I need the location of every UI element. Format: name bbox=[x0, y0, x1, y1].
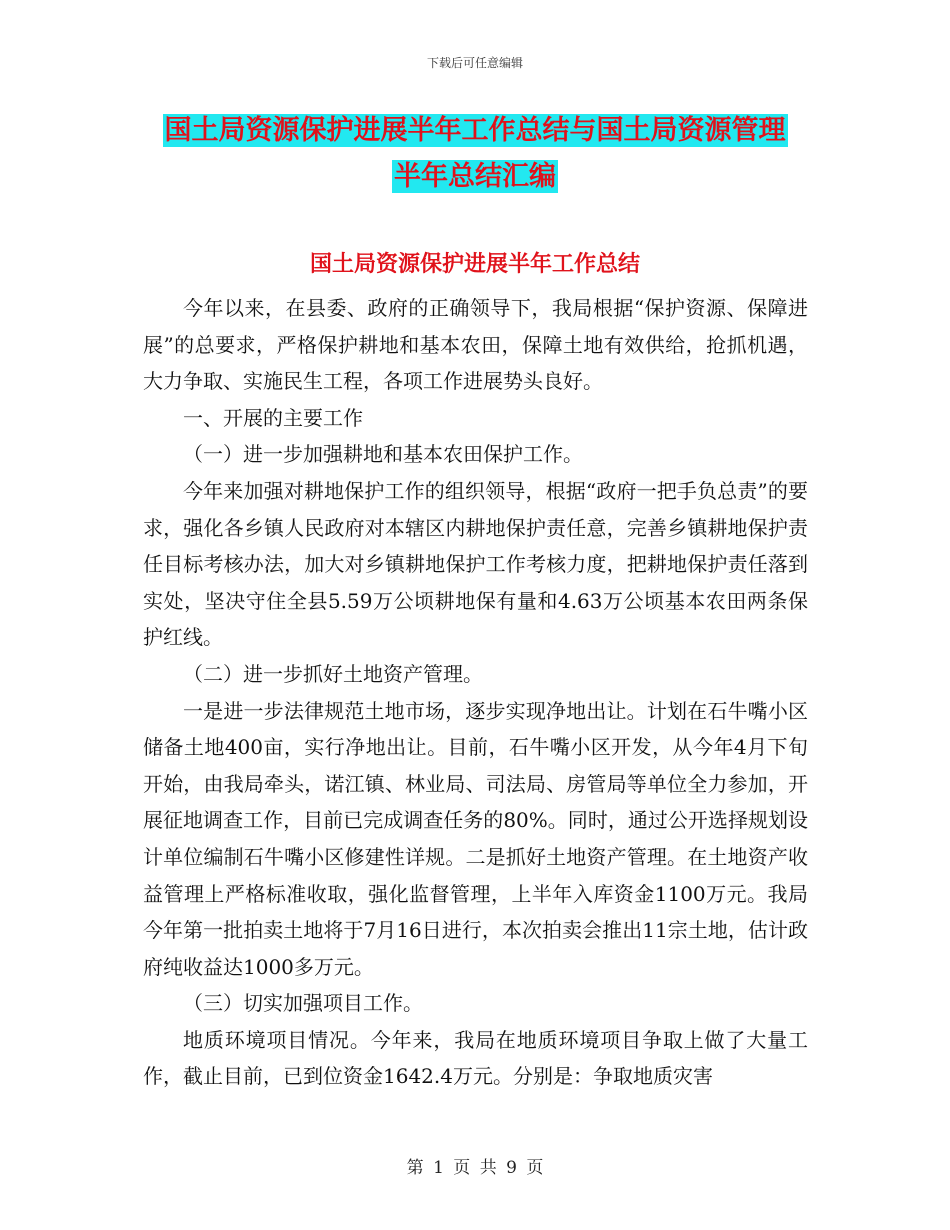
paragraph-project-work: 地质环境项目情况。今年来，我局在地质环境项目争取上做了大量工作，截止目前，已到位资金1642.4万元。分别是：争取地质灾害 bbox=[143, 1027, 808, 1089]
heading-main-work: 一、开展的主要工作 bbox=[183, 405, 363, 430]
paragraph-land-asset-management: 一是进一步法律规范土地市场，逐步实现净地出让。计划在石牛嘴小区储备土地400亩，实行净地出让。目前，石牛嘴小区开发，从今年4月下旬开始，由我局牵头，诺江镇、林业局、司法局、房管局等单位全力参加，开展征地调查工作，目前已完成调查任务的80%。同时，通过公开选择规划设计单位编制石牛嘴小区修建性详规。二是抓好土地资产管理。在土地资产收益管理上严格标准收取，强化监督管理，上半年入库资金1100万元。我局今年第一批拍卖土地将于7月16日进行，本次拍卖会推出11宗土地，估计政府纯收益达1000多万元。 bbox=[143, 698, 808, 979]
paragraph-intro: 今年以来，在县委、政府的正确领导下，我局根据“保护资源、保障进展”的总要求，严格保护耕地和基本农田，保障土地有效供给，抢抓机遇，大力争取、实施民生工程，各项工作进展势头良好。 bbox=[143, 296, 808, 394]
section-title: 国土局资源保护进展半年工作总结 bbox=[309, 252, 640, 277]
heading-land-asset-management: （二）进一步抓好土地资产管理。 bbox=[183, 661, 483, 686]
document-title bbox=[140, 108, 810, 200]
paragraph-farmland-protection: 今年来加强对耕地保护工作的组织领导，根据“政府一把手负总责”的要求，强化各乡镇人民政府对本辖区内耕地保护责任意，完善乡镇耕地保护责任目标考核办法，加大对乡镇耕地保护工作考核力度，把耕地保护责任落到实处，坚决守住全县5.59万公顷耕地保有量和4.63万公顷基本农田两条保护红线。 bbox=[143, 478, 808, 650]
body-text bbox=[143, 290, 808, 1095]
heading-project-work: （三）切实加强项目工作。 bbox=[183, 991, 423, 1016]
header-note: 下载后可任意编辑 bbox=[426, 56, 523, 70]
document-title-line-2: 半年总结汇编 bbox=[394, 161, 556, 192]
document-title-line-1: 国土局资源保护进展半年工作总结与国土局资源管理 bbox=[164, 115, 786, 146]
heading-farmland-protection: （一）进一步加强耕地和基本农田保护工作。 bbox=[183, 442, 583, 467]
page-footer: 第 1 页 共 9 页 bbox=[406, 1158, 544, 1178]
